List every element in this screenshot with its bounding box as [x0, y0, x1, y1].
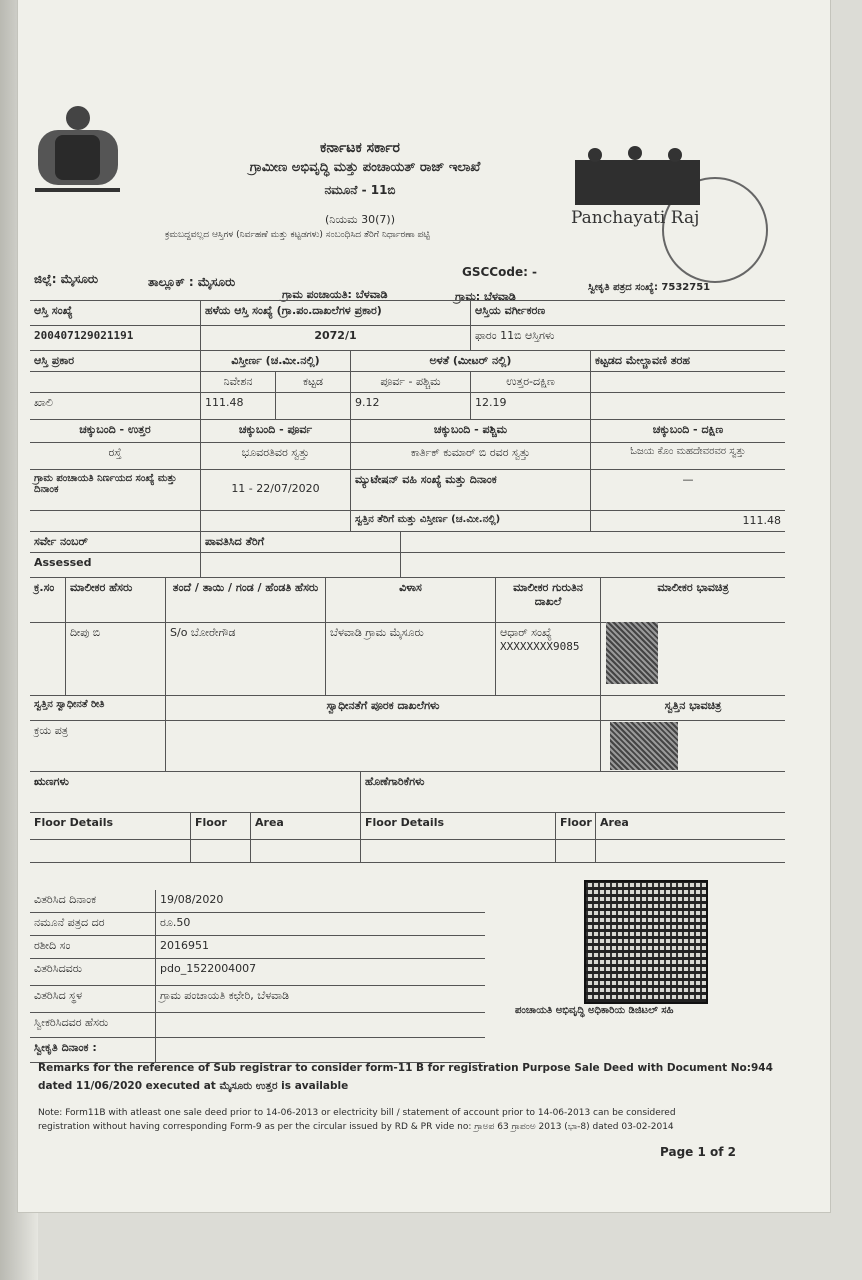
- possession-label: ಸ್ವತ್ತಿನ ಸ್ವಾಧೀನತೆ ರೀತಿ: [34, 699, 105, 710]
- mutation-label: ಮ್ಯುಟೇಷನ್ ವಹಿ ಸಂಖ್ಯೆ ಮತ್ತು ದಿನಾಂಕ: [350, 470, 590, 510]
- district: ಜಿಲ್ಲೆ: ಮೈಸೂರು: [34, 272, 99, 286]
- id-number: XXXXXXXX9085: [500, 640, 580, 653]
- possession-docs-label: ಸ್ವಾಧೀನತೆಗೆ ಪೂರಕ ದಾಖಲೆಗಳು: [165, 696, 600, 720]
- issue-table: [30, 890, 485, 1063]
- owner-photo-label: ಮಾಲೀಕರ ಭಾವಚಿತ್ರ: [600, 578, 785, 622]
- govt-title: ಕರ್ನಾಟಕ ಸರ್ಕಾರ: [320, 140, 400, 156]
- issue-date-label: ವಿತರಿಸಿದ ದಿನಾಂಕ: [34, 893, 97, 906]
- old-id-label: ಹಳೆಯ ಆಸ್ತಿ ಸಂಖ್ಯೆ (ಗ್ರಾ.ಪಂ.ದಾಖಲೆಗಳ ಪ್ರಕಾರ): [200, 301, 470, 325]
- prop-class: ಫಾರಂ 11ಬಿ ಆಸ್ತಿಗಳು: [470, 326, 785, 350]
- dues-label: ಋಣಗಳು: [34, 775, 69, 788]
- north-value: ರಸ್ತೆ: [108, 446, 122, 459]
- prop-id-label: ಆಸ್ತಿ ಸಂಖ್ಯೆ: [34, 304, 73, 317]
- paid-tax-label: ಪಾವತಿಸಿದ ತೆರಿಗೆ: [200, 532, 400, 552]
- survey-label: ಸರ್ವೇ ನಂಬರ್: [34, 535, 88, 548]
- roof-label: ಕಟ್ಟಡದ ಮೇಲ್ಚಾವಣಿ ತರಹ: [590, 351, 785, 371]
- village: ಗ್ರಾಮ: ಬೆಳವಾಡಿ: [455, 290, 516, 303]
- assessment-value: 111.48: [590, 511, 785, 531]
- owner-id-label: ಮಾಲೀಕರ ಗುರುತಿನ ದಾಖಲೆ: [495, 578, 600, 622]
- dimension-label: ಅಳತೆ (ಮೀಟರ್ ನಲ್ಲಿ): [350, 351, 590, 371]
- issued-by: pdo_1522004007: [155, 959, 485, 985]
- east-label: ಚಕ್ಕುಬಂದಿ - ಪೂರ್ವ: [200, 420, 350, 442]
- ew-value: 9.12: [350, 393, 470, 419]
- floor-details-right: Floor Details: [360, 813, 555, 839]
- karnataka-emblem-icon: [30, 100, 125, 200]
- area-left: Area: [250, 813, 360, 839]
- floor-left: Floor: [190, 813, 250, 839]
- old-id: 2072/1: [200, 326, 470, 350]
- gsc-code: GSCCode: -: [462, 265, 538, 279]
- west-value: ಕಾರ್ತಿಕ್ ಕುಮಾರ್ ಬಿ ರವರ ಸ್ವತ್ತು: [350, 443, 590, 469]
- relation-label: ತಂದೆ / ತಾಯಿ / ಗಂಡ / ಹೆಂಡತಿ ಹೆಸರು: [165, 578, 325, 622]
- digital-signature-label: ಪಂಚಾಯತಿ ಅಭಿವೃದ್ಧಿ ಅಧಿಕಾರಿಯ ಡಿಜಿಟಲ್ ಸಹಿ: [515, 1005, 674, 1016]
- north-label: ಚಕ್ಕುಬಂದಿ - ಉತ್ತರ: [79, 423, 151, 436]
- south-value: ಓಜಯ ಕೊಂ ಮಹದೇವರವರ ಸ್ವತ್ತು: [590, 443, 785, 469]
- owner-name-label: ಮಾಲೀಕರ ಹೆಸರು: [65, 578, 165, 622]
- area-right: Area: [595, 813, 785, 839]
- east-value: ಭೂವರತಿವರ ಸ್ವತ್ತು: [200, 443, 350, 469]
- row-type: ಖಾಲಿ: [34, 396, 53, 409]
- ew-label: ಪೂರ್ವ - ಪಶ್ಚಿಮ: [350, 372, 470, 392]
- issued-by-label: ವಿತರಿಸಿದವರು: [34, 962, 83, 975]
- dept-title: ಗ್ರಾಮೀಣ ಅಭಿವೃದ್ಧಿ ಮತ್ತು ಪಂಚಾಯತ್ ರಾಜ್ ಇಲಾಖೆ: [249, 160, 481, 175]
- note-line-1: Note: Form11B with atleast one sale deed prior to 14-06-2013 or electricity bill / statement of account prior to 14-06-2013 can be considered: [38, 1108, 676, 1118]
- prop-id: 200407129021191: [34, 329, 134, 342]
- floor-details-left: Floor Details: [34, 816, 114, 829]
- ns-label: ಉತ್ತರ-ದಕ್ಷಿಣ: [470, 372, 590, 392]
- type-label: ಆಸ್ತಿ ಪ್ರಕಾರ: [34, 354, 75, 367]
- note-line-2: registration without having corresponding Form-9 as per the circular issued by RD & PR vide no: ಗ್ರಾಅಪ 63 ಗ್ರಾಪಂಅ 2013 (ಭಾ-8) dated 03-02-2014: [38, 1122, 674, 1132]
- fee: ರೂ.50: [155, 913, 485, 935]
- owner-name: ದೀಪು ಬಿ: [65, 623, 165, 695]
- area-label: ವಿಸ್ತೀರ್ಣ (ಚ.ಮೀ.ನಲ್ಲಿ): [200, 351, 350, 371]
- area-value: 111.48: [200, 393, 275, 419]
- resolution-label: ಗ್ರಾಮ ಪಂಚಾಯತಿ ನಿರ್ಣಯದ ಸಂಖ್ಯೆ ಮತ್ತು ದಿನಾಂಕ: [34, 473, 177, 495]
- property-photo: [610, 722, 678, 770]
- address-label: ವಿಳಾಸ: [325, 578, 495, 622]
- issue-date: 19/08/2020: [155, 890, 485, 912]
- site-label: ನಿವೇಶನ: [200, 372, 275, 392]
- assessed-label: Assessed: [34, 556, 92, 569]
- sl-label: ಕ್ರ.ಸಂ: [34, 581, 55, 594]
- remark-line-1: Remarks for the reference of Sub registrar to consider form-11 B for registration Purpose Sale Deed with Document No:944: [38, 1062, 773, 1074]
- assessment-label: ಸ್ವತ್ತಿನ ತೆರಿಗೆ ಮತ್ತು ವಿಸ್ತೀರ್ಣ (ಚ.ಮೀ.ನಲ್ಲಿ): [350, 511, 590, 531]
- qr-code-icon: [584, 880, 708, 1004]
- property-table: [30, 300, 785, 863]
- taluk: ತಾಲ್ಲೂಕ್ : ಮೈಸೂರು: [148, 275, 236, 289]
- ns-value: 12.19: [470, 393, 590, 419]
- issue-place: ಗ್ರಾಮ ಪಂಚಾಯತಿ ಕಛೇರಿ, ಬೆಳವಾಡಿ: [155, 986, 485, 1012]
- form-title: ನಮೂನೆ - 11ಬಿ: [324, 183, 396, 197]
- south-value-2: —: [590, 470, 785, 510]
- class-label: ಆಸ್ತಿಯ ವರ್ಗೀಕರಣ: [470, 301, 785, 325]
- west-label: ಚಕ್ಕುಬಂದಿ - ಪಶ್ಚಿಮ: [350, 420, 590, 442]
- id-type: ಆಧಾರ್ ಸಂಖ್ಯೆ: [500, 626, 552, 639]
- form-description: ಕ್ರಮಬದ್ಧವಲ್ಲದ ಆಸ್ತಿಗಳ (ನಿರ್ವಹಣೆ ಮತ್ತು ಕಟ್ಟಡಗಳು) ಸಂಬಂಧಿಸಿದ ತೆರಿಗೆ ನಿರ್ಧಾರಣಾ ಪಟ್ಟಿ: [165, 230, 430, 240]
- fee-label: ನಮೂನೆ ಪತ್ರದ ದರ: [34, 916, 105, 929]
- panchayati-raj-logo-icon: [565, 145, 770, 300]
- deed-label: ಕ್ರಯ ಪತ್ರ: [34, 724, 69, 737]
- receipt-number: 2016951: [155, 936, 485, 958]
- owner-relation: S/o ಬೋರೇಗೌಡ: [165, 623, 325, 695]
- ack-number: ಸ್ವೀಕೃತಿ ಪತ್ರದ ಸಂಖ್ಯೆ: 7532751: [588, 282, 711, 293]
- building-label: ಕಟ್ಟಡ: [275, 372, 350, 392]
- owner-address: ಬೆಳವಾಡಿ ಗ್ರಾಮ ಮೈಸೂರು: [325, 623, 495, 695]
- property-photo-label: ಸ್ವತ್ತಿನ ಭಾವಚಿತ್ರ: [600, 696, 785, 720]
- issue-place-label: ವಿತರಿಸಿದ ಸ್ಥಳ: [34, 989, 83, 1002]
- page-number: Page 1 of 2: [660, 1145, 736, 1159]
- resolution-value: 11 - 22/07/2020: [200, 470, 350, 510]
- south-label: ಚಕ್ಕುಬಂದಿ - ದಕ್ಷಿಣ: [590, 420, 785, 442]
- logo-text: Panchayati Raj: [571, 208, 700, 228]
- receipt-label: ರಶೀದಿ ಸಂ: [34, 939, 71, 952]
- gram-panchayat: ಗ್ರಾಮ ಪಂಚಾಯತಿ: ಬೆಳವಾಡಿ: [282, 288, 388, 301]
- owner-photo: [606, 622, 658, 684]
- floor-right: Floor: [555, 813, 595, 839]
- remark-line-2: dated 11/06/2020 executed at ಮೈಸೂರು ಉತ್ತರ is available: [38, 1080, 349, 1092]
- rule-label: (ನಿಯಮ 30(7)): [324, 213, 396, 226]
- receive-date-label: ಸ್ವೀಕೃತಿ ದಿನಾಂಕ :: [34, 1041, 97, 1054]
- liabilities-label: ಹೊಣೆಗಾರಿಕೆಗಳು: [360, 772, 785, 812]
- receiver-label: ಸ್ವೀಕರಿಸಿದವರ ಹೆಸರು: [34, 1016, 109, 1029]
